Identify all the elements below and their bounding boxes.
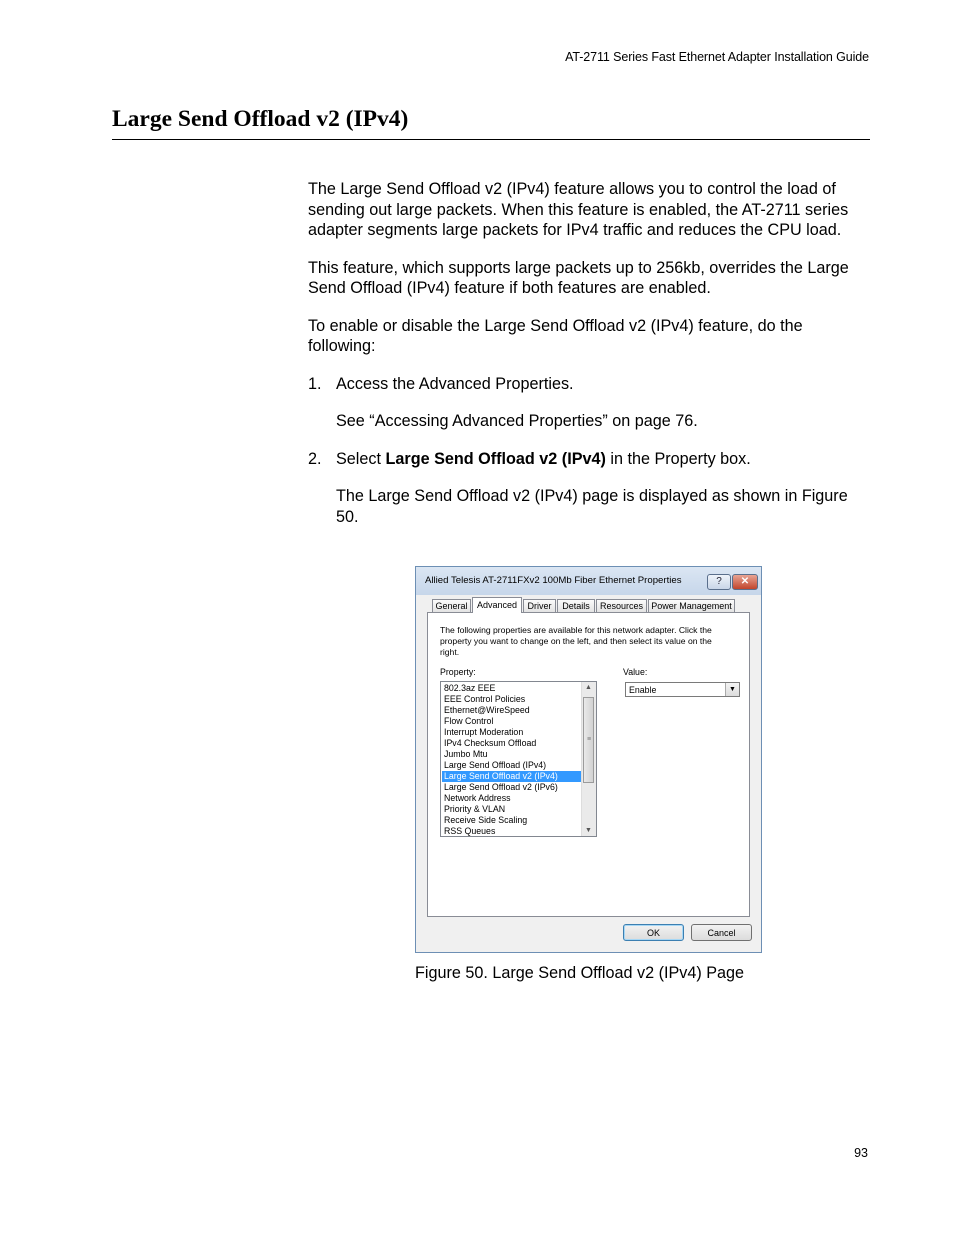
- title-rule: [112, 139, 870, 140]
- properties-dialog: [415, 566, 762, 953]
- property-list-item[interactable]: IPv4 Checksum Offload: [444, 738, 537, 748]
- step-text-post: in the Property box.: [605, 449, 751, 468]
- dialog-title-bar[interactable]: [416, 567, 761, 595]
- scroll-thumb[interactable]: [583, 697, 594, 783]
- close-button[interactable]: ✕: [732, 574, 758, 590]
- dialog-title: Allied Telesis AT-2711FXv2 100Mb Fiber Ethernet Properties: [425, 575, 682, 586]
- ok-button[interactable]: OK: [623, 924, 684, 941]
- step-subtext: The Large Send Offload v2 (IPv4) page is displayed as shown in Figure 50.: [336, 487, 848, 526]
- step-text-bold: Large Send Offload v2 (IPv4): [385, 449, 606, 468]
- page-number: 93: [854, 1146, 868, 1160]
- cancel-button[interactable]: Cancel: [691, 924, 752, 941]
- scroll-down-icon[interactable]: ▼: [585, 827, 592, 834]
- step-subtext: See “Accessing Advanced Properties” on page 76.: [336, 412, 698, 430]
- step-text-pre: Select: [336, 449, 386, 468]
- paragraph-override: This feature, which supports large packets up to 256kb, overrides the Large Send Offload (IPv4) feature if both features are enabled.: [308, 258, 849, 297]
- tab-resources[interactable]: Resources: [596, 599, 647, 612]
- property-items: [442, 683, 582, 837]
- property-list-item[interactable]: 802.3az EEE: [444, 683, 496, 693]
- step-number: 2.: [308, 449, 322, 468]
- chevron-down-icon[interactable]: ▼: [725, 683, 739, 696]
- value-selected: Enable: [629, 685, 657, 695]
- step-text: [336, 449, 874, 470]
- property-list-item[interactable]: Large Send Offload (IPv4): [444, 760, 547, 770]
- step-2: [308, 449, 874, 528]
- property-scrollbar[interactable]: [581, 682, 596, 836]
- value-dropdown[interactable]: [625, 682, 740, 697]
- section-title: Large Send Offload v2 (IPv4): [112, 106, 409, 132]
- property-list-item[interactable]: Jumbo Mtu: [444, 749, 488, 759]
- property-label: Property:: [440, 667, 476, 677]
- figure-caption: Figure 50. Large Send Offload v2 (IPv4) Page: [415, 964, 745, 982]
- property-list-item[interactable]: Receive Side Scaling: [444, 815, 528, 825]
- help-button[interactable]: ?: [707, 574, 731, 590]
- paragraph-procedure: To enable or disable the Large Send Offload v2 (IPv4) feature, do the following:: [308, 316, 803, 355]
- tab-driver[interactable]: Driver: [523, 599, 556, 612]
- tab-general[interactable]: General: [432, 599, 471, 612]
- scroll-up-icon[interactable]: ▲: [585, 684, 592, 691]
- paragraph-intro: The Large Send Offload v2 (IPv4) feature allows you to control the load of sending out large packets. When this feature is enabled, the AT-2711 series adapter segments large packets for IPv4 traffic and reduces the CPU load.: [308, 180, 849, 239]
- value-label: Value:: [623, 667, 648, 677]
- property-list-item[interactable]: RSS Queues: [444, 826, 496, 836]
- panel-intro: The following properties are available for this network adapter. Click the property you want to change on the left, and then select its value on the right.: [440, 625, 712, 657]
- step-text: Access the Advanced Properties.: [336, 374, 574, 393]
- property-list-item[interactable]: Interrupt Moderation: [444, 727, 524, 737]
- grip-icon: ≡: [587, 736, 592, 743]
- step-1: [308, 374, 874, 432]
- property-list-item[interactable]: Flow Control: [444, 716, 494, 726]
- property-list-item[interactable]: Network Address: [444, 793, 511, 803]
- body-text: [308, 179, 874, 544]
- property-list-item[interactable]: EEE Control Policies: [444, 694, 526, 704]
- tab-power-management[interactable]: Power Management: [648, 599, 735, 612]
- tab-advanced[interactable]: Advanced: [472, 597, 522, 613]
- advanced-panel: [427, 612, 750, 917]
- tab-details[interactable]: Details: [557, 599, 595, 612]
- step-number: 1.: [308, 374, 322, 393]
- property-list-item[interactable]: Ethernet@WireSpeed: [444, 705, 530, 715]
- property-list-item[interactable]: Large Send Offload v2 (IPv6): [444, 782, 558, 792]
- property-list-item[interactable]: Large Send Offload v2 (IPv4): [442, 771, 582, 782]
- running-header: AT-2711 Series Fast Ethernet Adapter Installation Guide: [565, 50, 869, 64]
- property-list[interactable]: [440, 681, 597, 837]
- property-list-item[interactable]: Priority & VLAN: [444, 804, 506, 814]
